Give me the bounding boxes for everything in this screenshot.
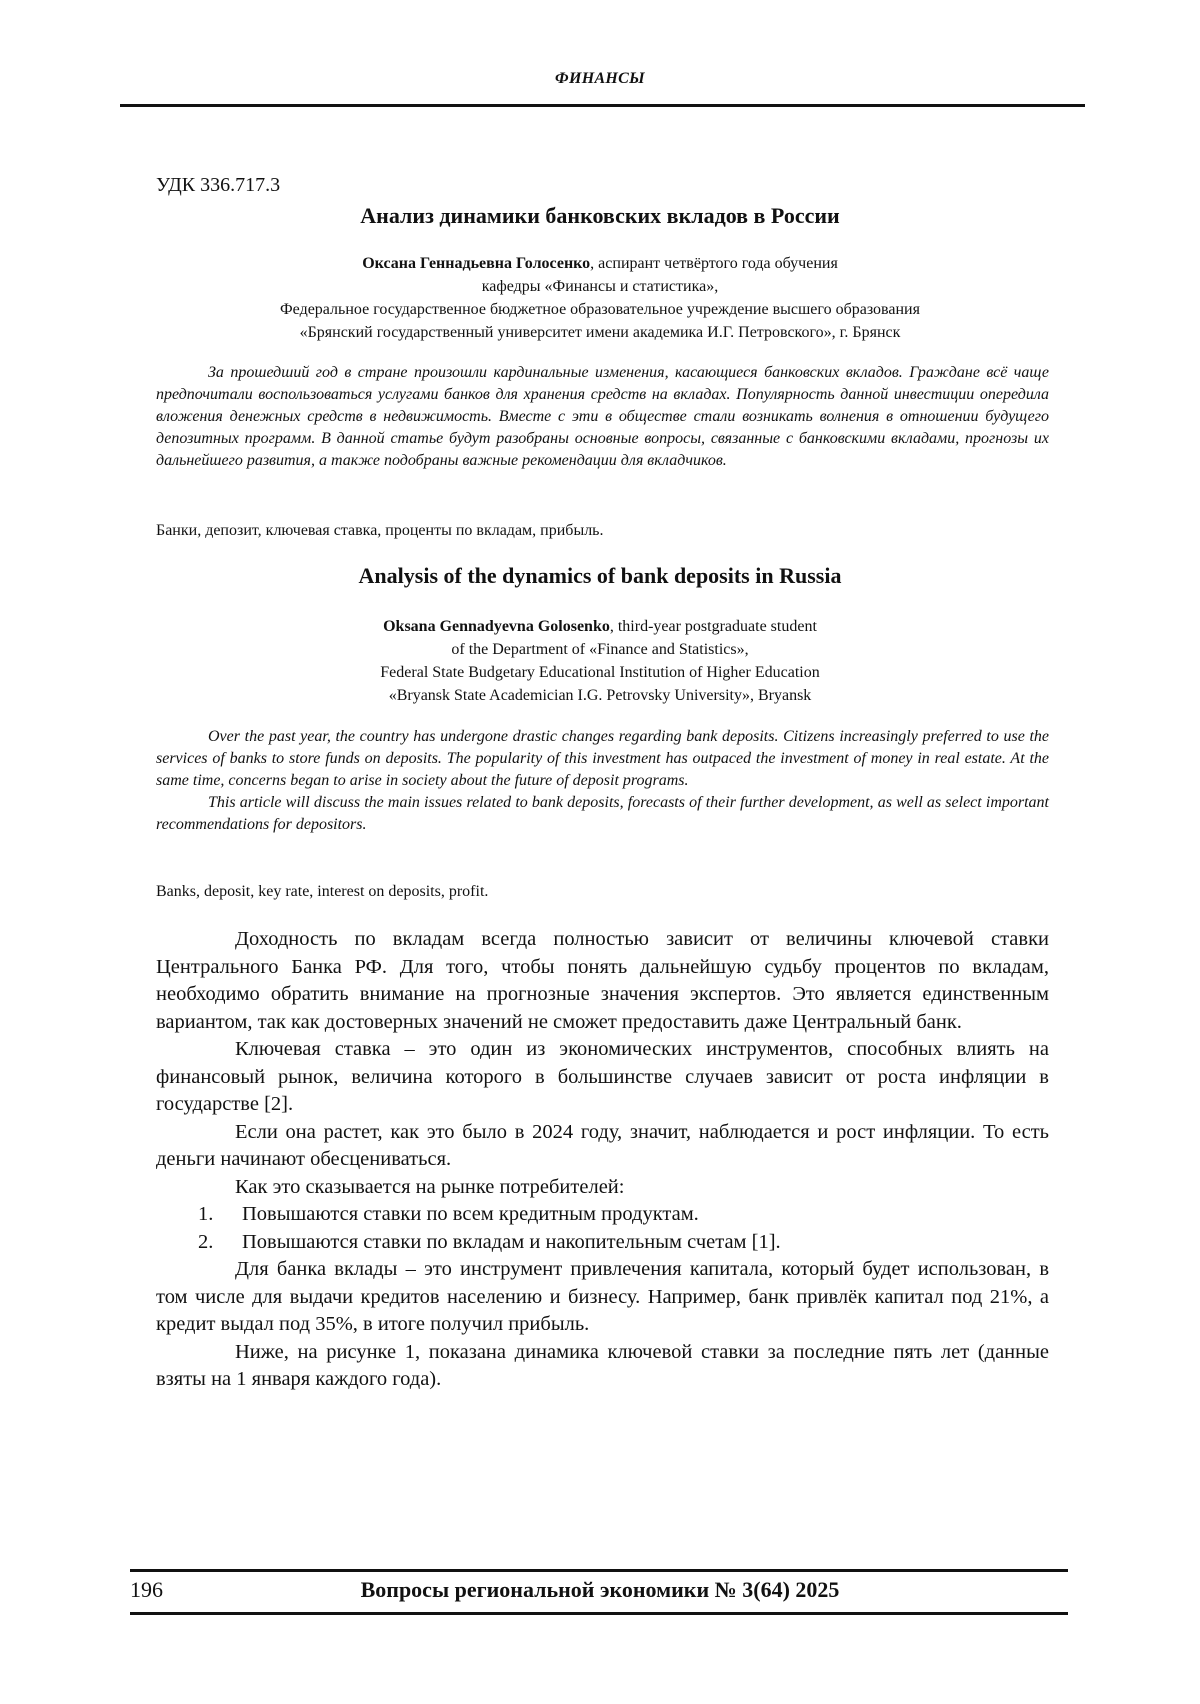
title-en: Analysis of the dynamics of bank deposits in Russia — [358, 563, 842, 588]
author-line-en — [0, 615, 1200, 638]
article-body — [156, 926, 1049, 1394]
affil-line3-ru: Федеральное государственное бюджетное образовательное учреждение высшего образования — [280, 301, 920, 318]
list-item-number: 1. — [198, 1203, 214, 1225]
keywords-en: Banks, deposit, key rate, interest on deposits, profit. — [156, 883, 489, 900]
abstract-en — [156, 726, 1049, 836]
abstract-ru — [156, 362, 1049, 472]
running-header: ФИНАНСЫ — [555, 70, 645, 87]
keywords-ru: Банки, депозит, ключевая ставка, проценты по вкладам, прибыль. — [156, 522, 604, 539]
journal-title: Вопросы региональной экономики № 3(64) 2025 — [360, 1577, 840, 1602]
udk-code: УДК 336.717.3 — [156, 174, 281, 196]
abstract-en-p2: This article will discuss the main issues related to bank deposits, forecasts of their further development, as well as select important recommendations for depositors. — [156, 794, 1049, 833]
title-ru: Анализ динамики банковских вкладов в России — [360, 203, 840, 228]
list-item-number: 2. — [198, 1230, 214, 1253]
author-name-en: Oksana Gennadyevna Golosenko — [383, 618, 610, 635]
footer-rule-bottom — [130, 1612, 1068, 1615]
body-paragraph-4: Как это сказывается на рынке потребителей: — [235, 1175, 625, 1198]
list-item-text: Повышаются ставки по вкладам и накопительным счетам [1]. — [242, 1230, 781, 1253]
body-paragraph-1: Доходность по вкладам всегда полностью зависит от величины ключевой ставки Центрального Банка РФ. Для того, чтобы понять дальнейшую судьбу процентов по вкладам, необходимо обратить внимание на прогнозные значения экспертов. Это является единственным вариантом, так как достоверных значений не сможет предоставить даже Центральный банк. — [156, 928, 1049, 1033]
page-number: 196 — [130, 1577, 163, 1602]
author-name-ru: Оксана Геннадьевна Голосенко — [362, 255, 591, 272]
abstract-ru-text: За прошедший год в стране произошли кардинальные изменения, касающиеся банковских вкладов. Граждане всё чаще предпочитали воспользоваться услугами банков для хранения средств на вкладах. Популярность данной инвестиции опередила вложения денежных средств в недвижимость. Вместе с эти в обществе стали возникать волнения в отношении будущего депозитных программ. В данной статье будут разобраны основные вопросы, связанные с банковскими вкладами, прогнозы их дальнейшего развития, а также подобраны важные рекомендации для вкладчиков. — [156, 364, 1049, 469]
header-rule — [120, 104, 1085, 107]
author-line-ru — [0, 252, 1200, 275]
affiliation-en — [0, 615, 1200, 707]
body-paragraph-6: Ниже, на рисунке 1, показана динамика ключевой ставки за последние пять лет (данные взяты на 1 января каждого года). — [156, 1340, 1049, 1390]
body-paragraph-5: Для банка вклады – это инструмент привлечения капитала, который будет использован, в том числе для выдачи кредитов населению и бизнесу. Например, банк привлёк капитал под 21%, а кредит выдал под 35%, в итоге получил прибыль. — [156, 1258, 1049, 1335]
affil-line2-ru: кафедры «Финансы и статистика», — [481, 278, 719, 295]
list-item — [156, 1229, 1049, 1257]
affil-line4-ru: «Брянский государственный университет имени академика И.Г. Петровского», г. Брянск — [299, 324, 901, 341]
body-paragraph-2: Ключевая ставка – это один из экономических инструментов, способных влиять на финансовый рынок, величина которого в большинстве случаев зависит от роста инфляции в государстве [2]. — [156, 1038, 1049, 1115]
author-role-en: , third-year postgraduate student — [609, 618, 817, 635]
abstract-en-p1: Over the past year, the country has undergone drastic changes regarding bank deposits. Citizens increasingly preferred to use the services of banks to store funds on deposits. The popularity of this investment has outpaced the investment of money in real estate. At the same time, concerns began to arise in society about the future of deposit programs. — [156, 728, 1049, 789]
author-role-ru: , аспирант четвёртого года обучения — [590, 255, 838, 272]
body-paragraph-3: Если она растет, как это было в 2024 году, значит, наблюдается и рост инфляции. То есть деньги начинают обесцениваться. — [156, 1120, 1049, 1170]
list-item-text: Повышаются ставки по всем кредитным продуктам. — [242, 1203, 699, 1225]
list-item — [156, 1201, 1049, 1229]
affiliation-ru — [0, 252, 1200, 344]
footer-rule-top — [130, 1569, 1068, 1572]
affil-line2-en: of the Department of «Finance and Statistics», — [451, 641, 749, 658]
affil-line3-en: Federal State Budgetary Educational Institution of Higher Education — [380, 664, 820, 681]
affil-line4-en: «Bryansk State Academician I.G. Petrovsky University», Bryansk — [388, 687, 812, 704]
